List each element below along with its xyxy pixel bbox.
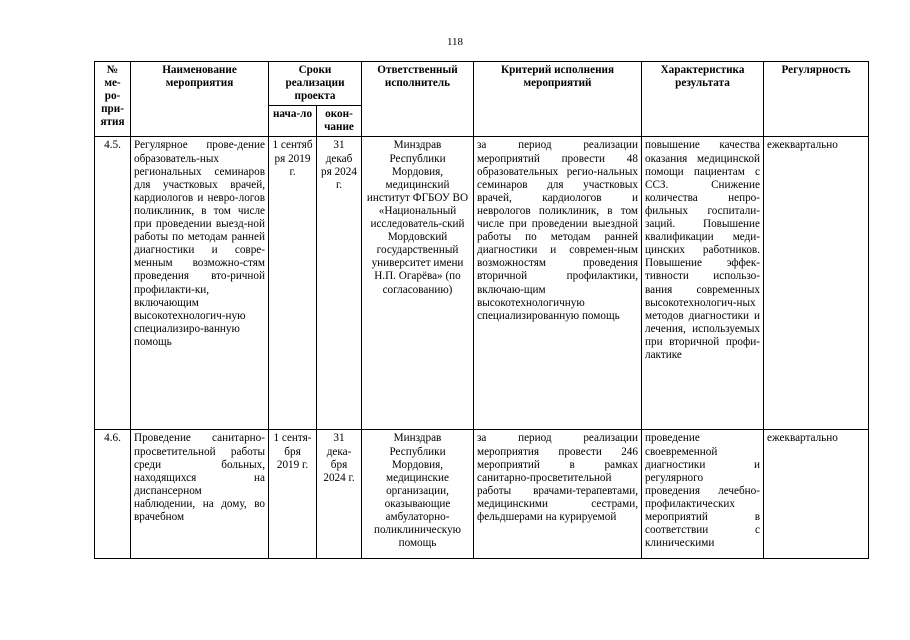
row-result	[642, 137, 764, 430]
row-result	[642, 430, 764, 559]
header-responsible: Ответственный исполнитель	[362, 62, 474, 137]
header-regularity: Регулярность	[764, 62, 869, 137]
header-row	[95, 62, 869, 106]
header-number: № ме-ро-при-ятия	[95, 62, 131, 137]
row-responsible	[362, 430, 474, 559]
row-activity-name-text: Регулярное прове-дение образователь-ных региональных семинаров для участковых врачей, кардиологов и невро-логов поликлиник, в том числе при проведении выезд-ной работы по методам ранней диагностики и совре-менным возможно-стям проведения вто-ричной профилакти-ки, включающим высокотехнологич-ную специализиро-ванную помощь	[134, 139, 265, 348]
activities-table	[94, 61, 869, 559]
row-end-date: 31 декаб ря 2024 г.	[317, 137, 362, 430]
table-row	[95, 137, 869, 430]
table-row	[95, 430, 869, 559]
row-result-text: повышение качества оказания медицинской помощи пациентам с ССЗ. Снижение количества непро-фильных госпитали-заций. Повышение квалификации меди-цинских работников. Повышение эффек-тивности использо-вания современных высокотехнологич-ных методов диагностики и лечения, используемых при вторичной профи-лактике	[645, 139, 760, 361]
header-terms: Сроки реализации проекта	[269, 62, 362, 106]
header-result: Характеристика результата	[642, 62, 764, 137]
row-number: 4.5.	[95, 137, 131, 430]
row-criterion	[474, 430, 642, 559]
header-criterion: Критерий исполнения мероприятий	[474, 62, 642, 137]
row-responsible-text: Минздрав Республики Мордовия, медицинские организации, оказывающие амбулаторно-поликлиническую помощь	[373, 432, 462, 550]
row-responsible: Минздрав Республики Мордовия, медицинский институт ФГБОУ ВО «Национальный исследователь-ский Мордовский государственный университет имени Н.П. Огарёва» (по согласованию)	[362, 137, 474, 430]
row-activity-name	[131, 137, 269, 430]
row-activity-name	[131, 430, 269, 559]
header-activity-name: Наименование мероприятия	[131, 62, 269, 137]
page-number: 118	[446, 36, 464, 48]
row-regularity: ежеквартально	[764, 137, 869, 430]
row-end-date: 31 дека-бря 2024 г.	[317, 430, 362, 559]
header-end: окон-чание	[317, 106, 362, 137]
row-start-date: 1 сентяб ря 2019 г.	[269, 137, 317, 430]
row-regularity: ежеквартально	[764, 430, 869, 559]
row-criterion: за период реализации мероприятий провести 48 образовательных регио-нальных семинаров для участковых врачей, кардиологов и неврологов поликлиник, в том числе при проведении выездной работы по методам ранней диагностики и современ-ным возможностям проведения вторичной профилактики, включаю-щим высокотехнологичную специализированную помощь	[474, 137, 642, 430]
row-activity-name-text: Проведение санитарно-просветительной работы среди больных, находящихся на диспансерном наблюдении, на дому, во врачебном	[134, 432, 265, 524]
row-criterion-text: за период реализации мероприятия провести 246 мероприятий в рамках санитарно-просветительной работы врачами-терапевтами, медицинскими сестрами, фельдшерами на курируемой	[477, 432, 638, 524]
header-start: нача-ло	[269, 106, 317, 137]
row-start-date: 1 сентя-бря 2019 г.	[269, 430, 317, 559]
row-result-text: проведение своевременной диагностики и регулярного проведения лечебно-профилактических мероприятий в соответствии с клиническими	[645, 432, 760, 550]
row-number: 4.6.	[95, 430, 131, 559]
